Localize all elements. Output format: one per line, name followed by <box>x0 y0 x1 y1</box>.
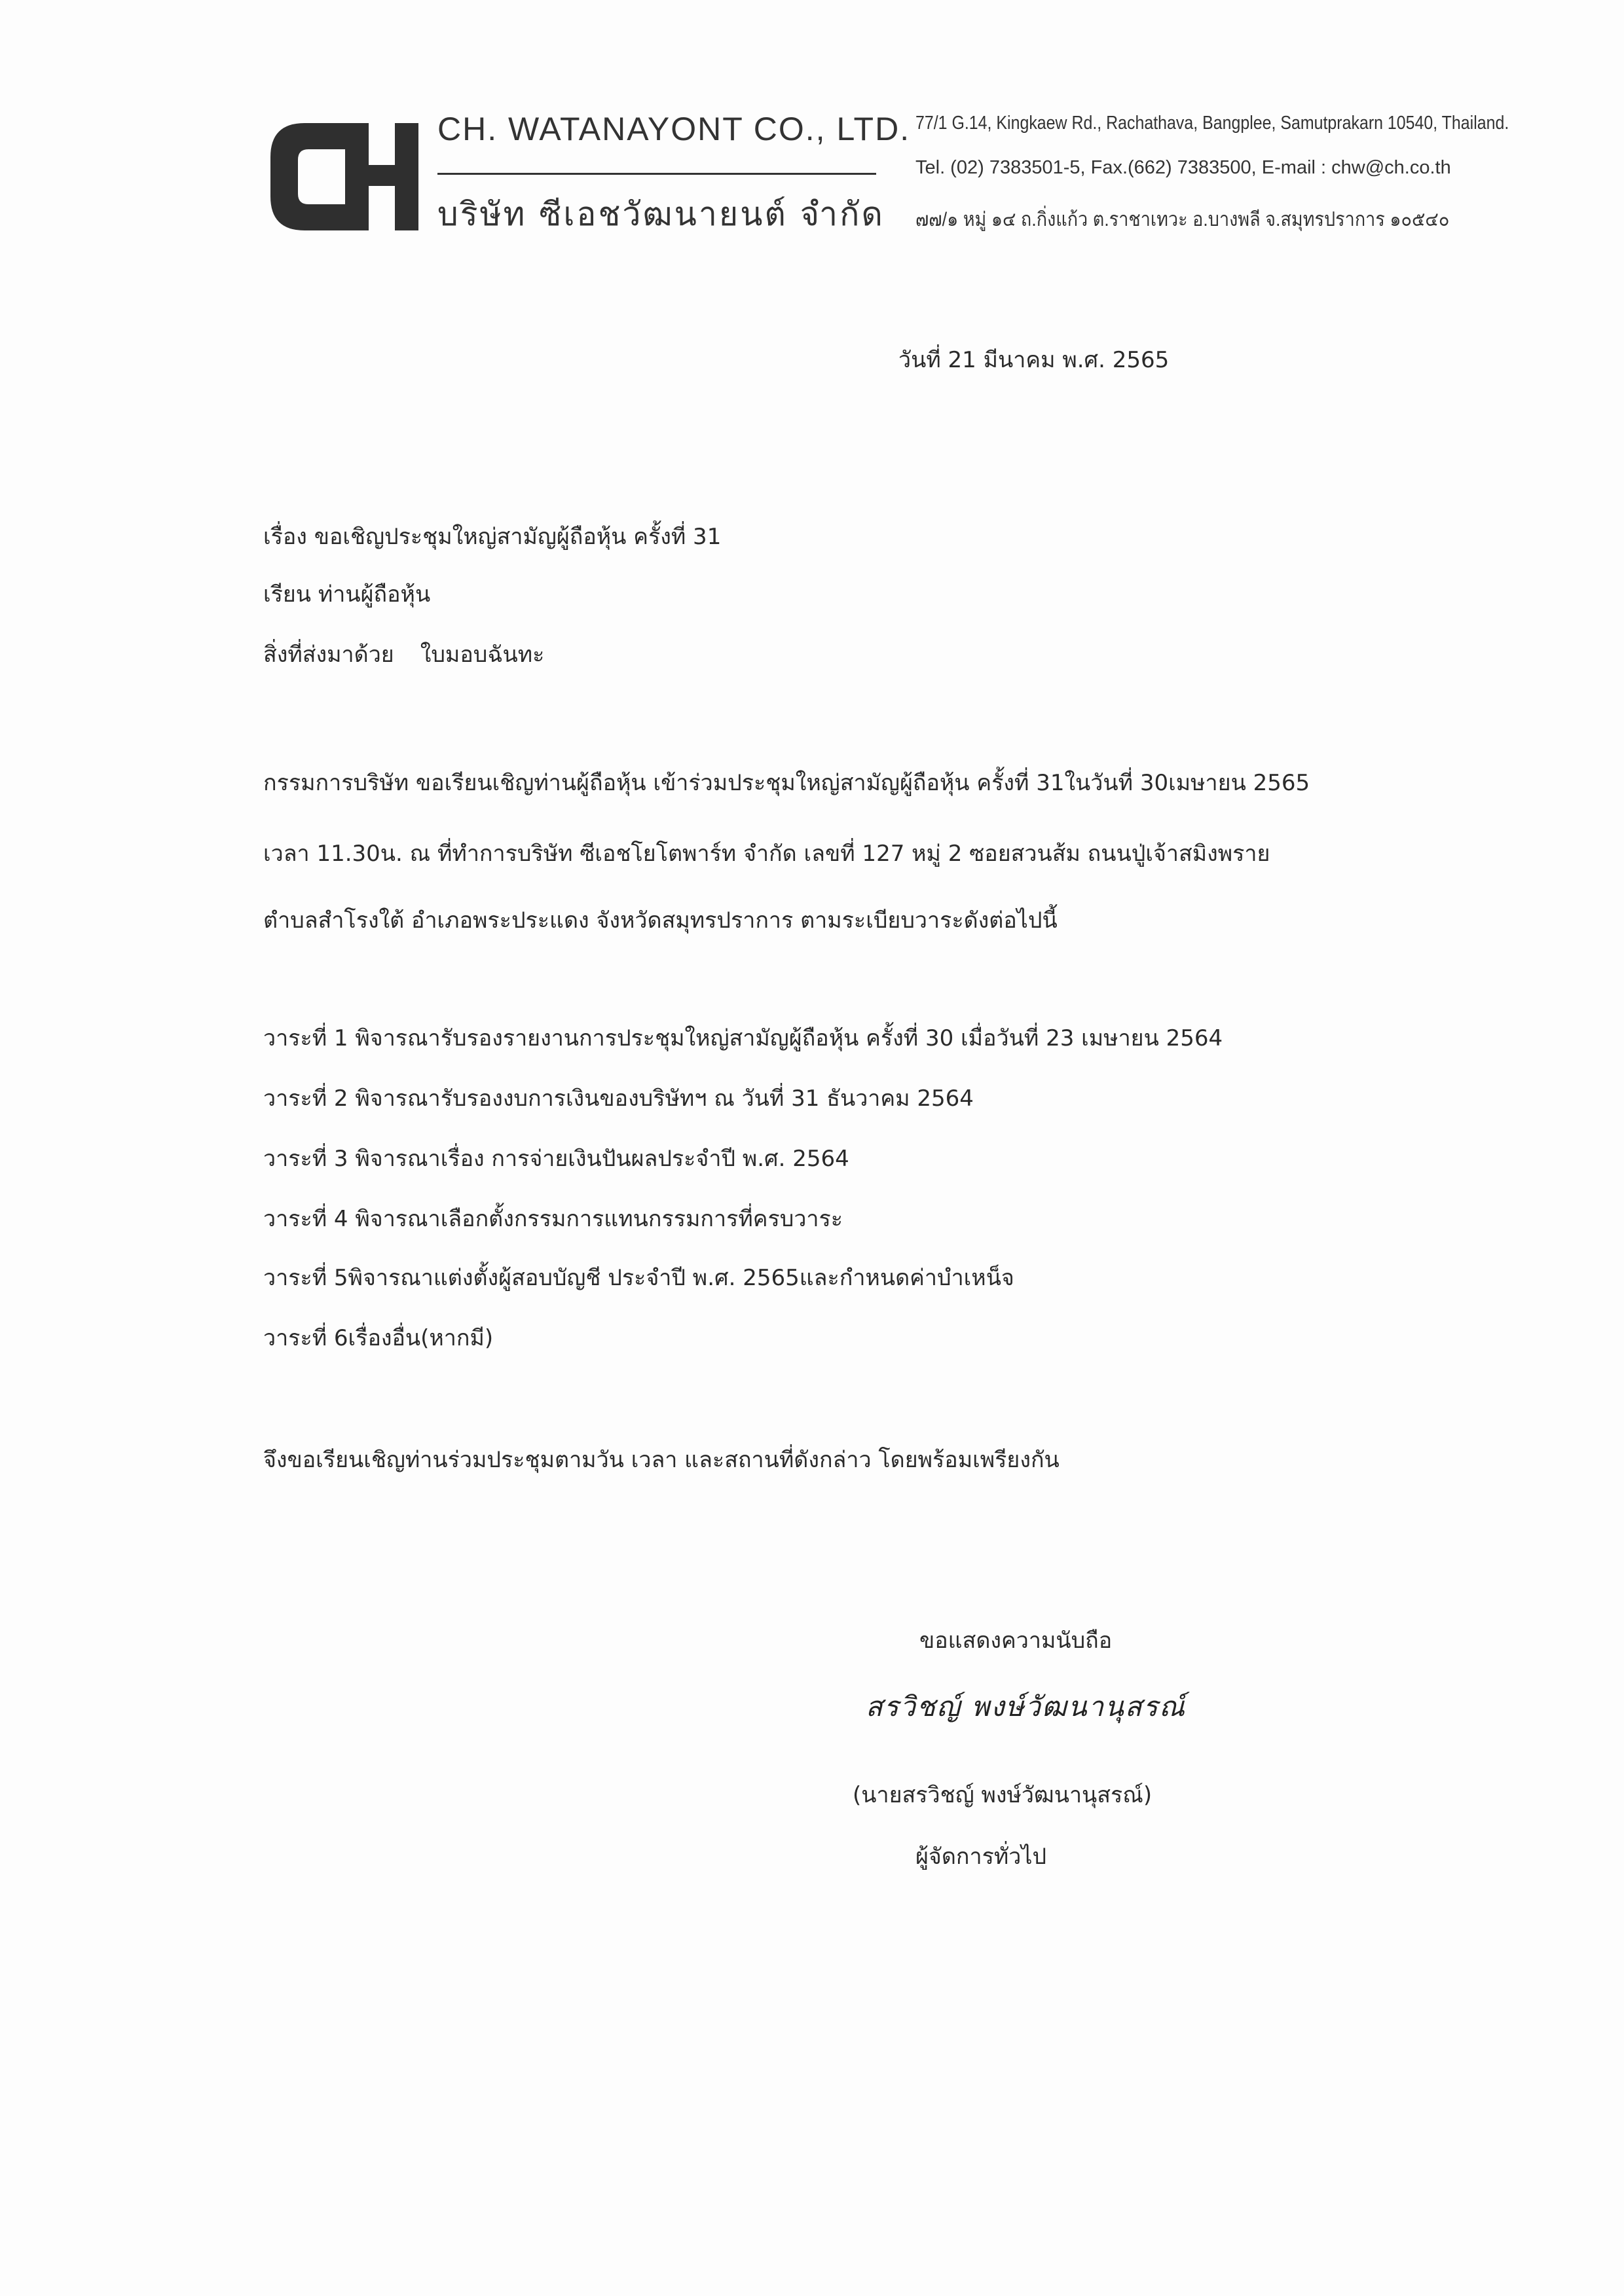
company-name-en: CH. WATANAYONT CO., LTD. <box>437 111 911 147</box>
agenda-item-3: วาระที่ 3 พิจารณาเรื่อง การจ่ายเงินปันผลประจำปี พ.ศ. 2564 <box>263 1146 849 1172</box>
complimentary-close: ขอแสดงความนับถือ <box>919 1628 1113 1654</box>
signature: สรวิชญ์ พงษ์วัฒนานุสรณ์ <box>866 1690 1186 1722</box>
company-address-en: 77/1 G.14, Kingkaew Rd., Rachathava, Bangplee, Samutprakarn 10540, Thailand. <box>915 113 1509 134</box>
company-name-th: บริษัท ซีเอชวัฒนายนต์ จำกัด <box>437 195 885 233</box>
signatory-name: (นายสรวิชญ์ พงษ์วัฒนานุสรณ์) <box>853 1782 1153 1808</box>
enclosure-value: ใบมอบฉันทะ <box>420 642 545 668</box>
body-paragraph-line: ตำบลสำโรงใต้ อำเภอพระประแดง จังหวัดสมุทรปราการ ตามระเบียบวาระดังต่อไปนี้ <box>263 907 1058 934</box>
closing-sentence: จึงขอเรียนเชิญท่านร่วมประชุมตามวัน เวลา และสถานที่ดังกล่าว โดยพร้อมเพรียงกัน <box>263 1447 1060 1473</box>
body-paragraph-line: กรรมการบริษัท ขอเรียนเชิญท่านผู้ถือหุ้น เข้าร่วมประชุมใหญ่สามัญผู้ถือหุ้น ครั้งที่ 31ในวันที่ 30เมษายน 2565 <box>263 770 1310 796</box>
company-address-th: ๗๗/๑ หมู่ ๑๔ ถ.กิ่งแก้ว ต.ราชาเทวะ อ.บางพลี จ.สมุทรปราการ ๑๐๕๔๐ <box>915 209 1450 230</box>
letterhead-divider <box>437 173 876 175</box>
company-logo <box>265 118 422 236</box>
body-paragraph-line: เวลา 11.30น. ณ ที่ทำการบริษัท ซีเอชโยโตพาร์ท จำกัด เลขที่ 127 หมู่ 2 ซอยสวนส้ม ถนนปู่เจ้าสมิงพราย <box>263 841 1270 867</box>
signatory-title: ผู้จัดการทั่วไป <box>915 1844 1047 1870</box>
company-contact: Tel. (02) 7383501-5, Fax.(662) 7383500, E-mail : chw@ch.co.th <box>915 157 1451 178</box>
agenda-item-6: วาระที่ 6เรื่องอื่น(หากมี) <box>263 1325 494 1351</box>
agenda-item-2: วาระที่ 2 พิจารณารับรองงบการเงินของบริษัทฯ ณ วันที่ 31 ธันวาคม 2564 <box>263 1085 974 1112</box>
letter-date: วันที่ 21 มีนาคม พ.ศ. 2565 <box>898 347 1170 373</box>
letter-enclosure <box>263 636 544 672</box>
agenda-item-5: วาระที่ 5พิจารณาแต่งตั้งผู้สอบบัญชี ประจำปี พ.ศ. 2565และกำหนดค่าบำเหน็จ <box>263 1265 1014 1291</box>
agenda-item-4: วาระที่ 4 พิจารณาเลือกตั้งกรรมการแทนกรรมการที่ครบวาระ <box>263 1206 843 1232</box>
enclosure-label: สิ่งที่ส่งมาด้วย <box>263 642 394 668</box>
agenda-item-1: วาระที่ 1 พิจารณารับรองรายงานการประชุมใหญ่สามัญผู้ถือหุ้น ครั้งที่ 30 เมื่อวันที่ 23 เมษายน 2564 <box>263 1025 1223 1051</box>
letter-subject: เรื่อง ขอเชิญประชุมใหญ่สามัญผู้ถือหุ้น ครั้งที่ 31 <box>263 524 722 550</box>
letter-recipient: เรียน ท่านผู้ถือหุ้น <box>263 581 431 608</box>
